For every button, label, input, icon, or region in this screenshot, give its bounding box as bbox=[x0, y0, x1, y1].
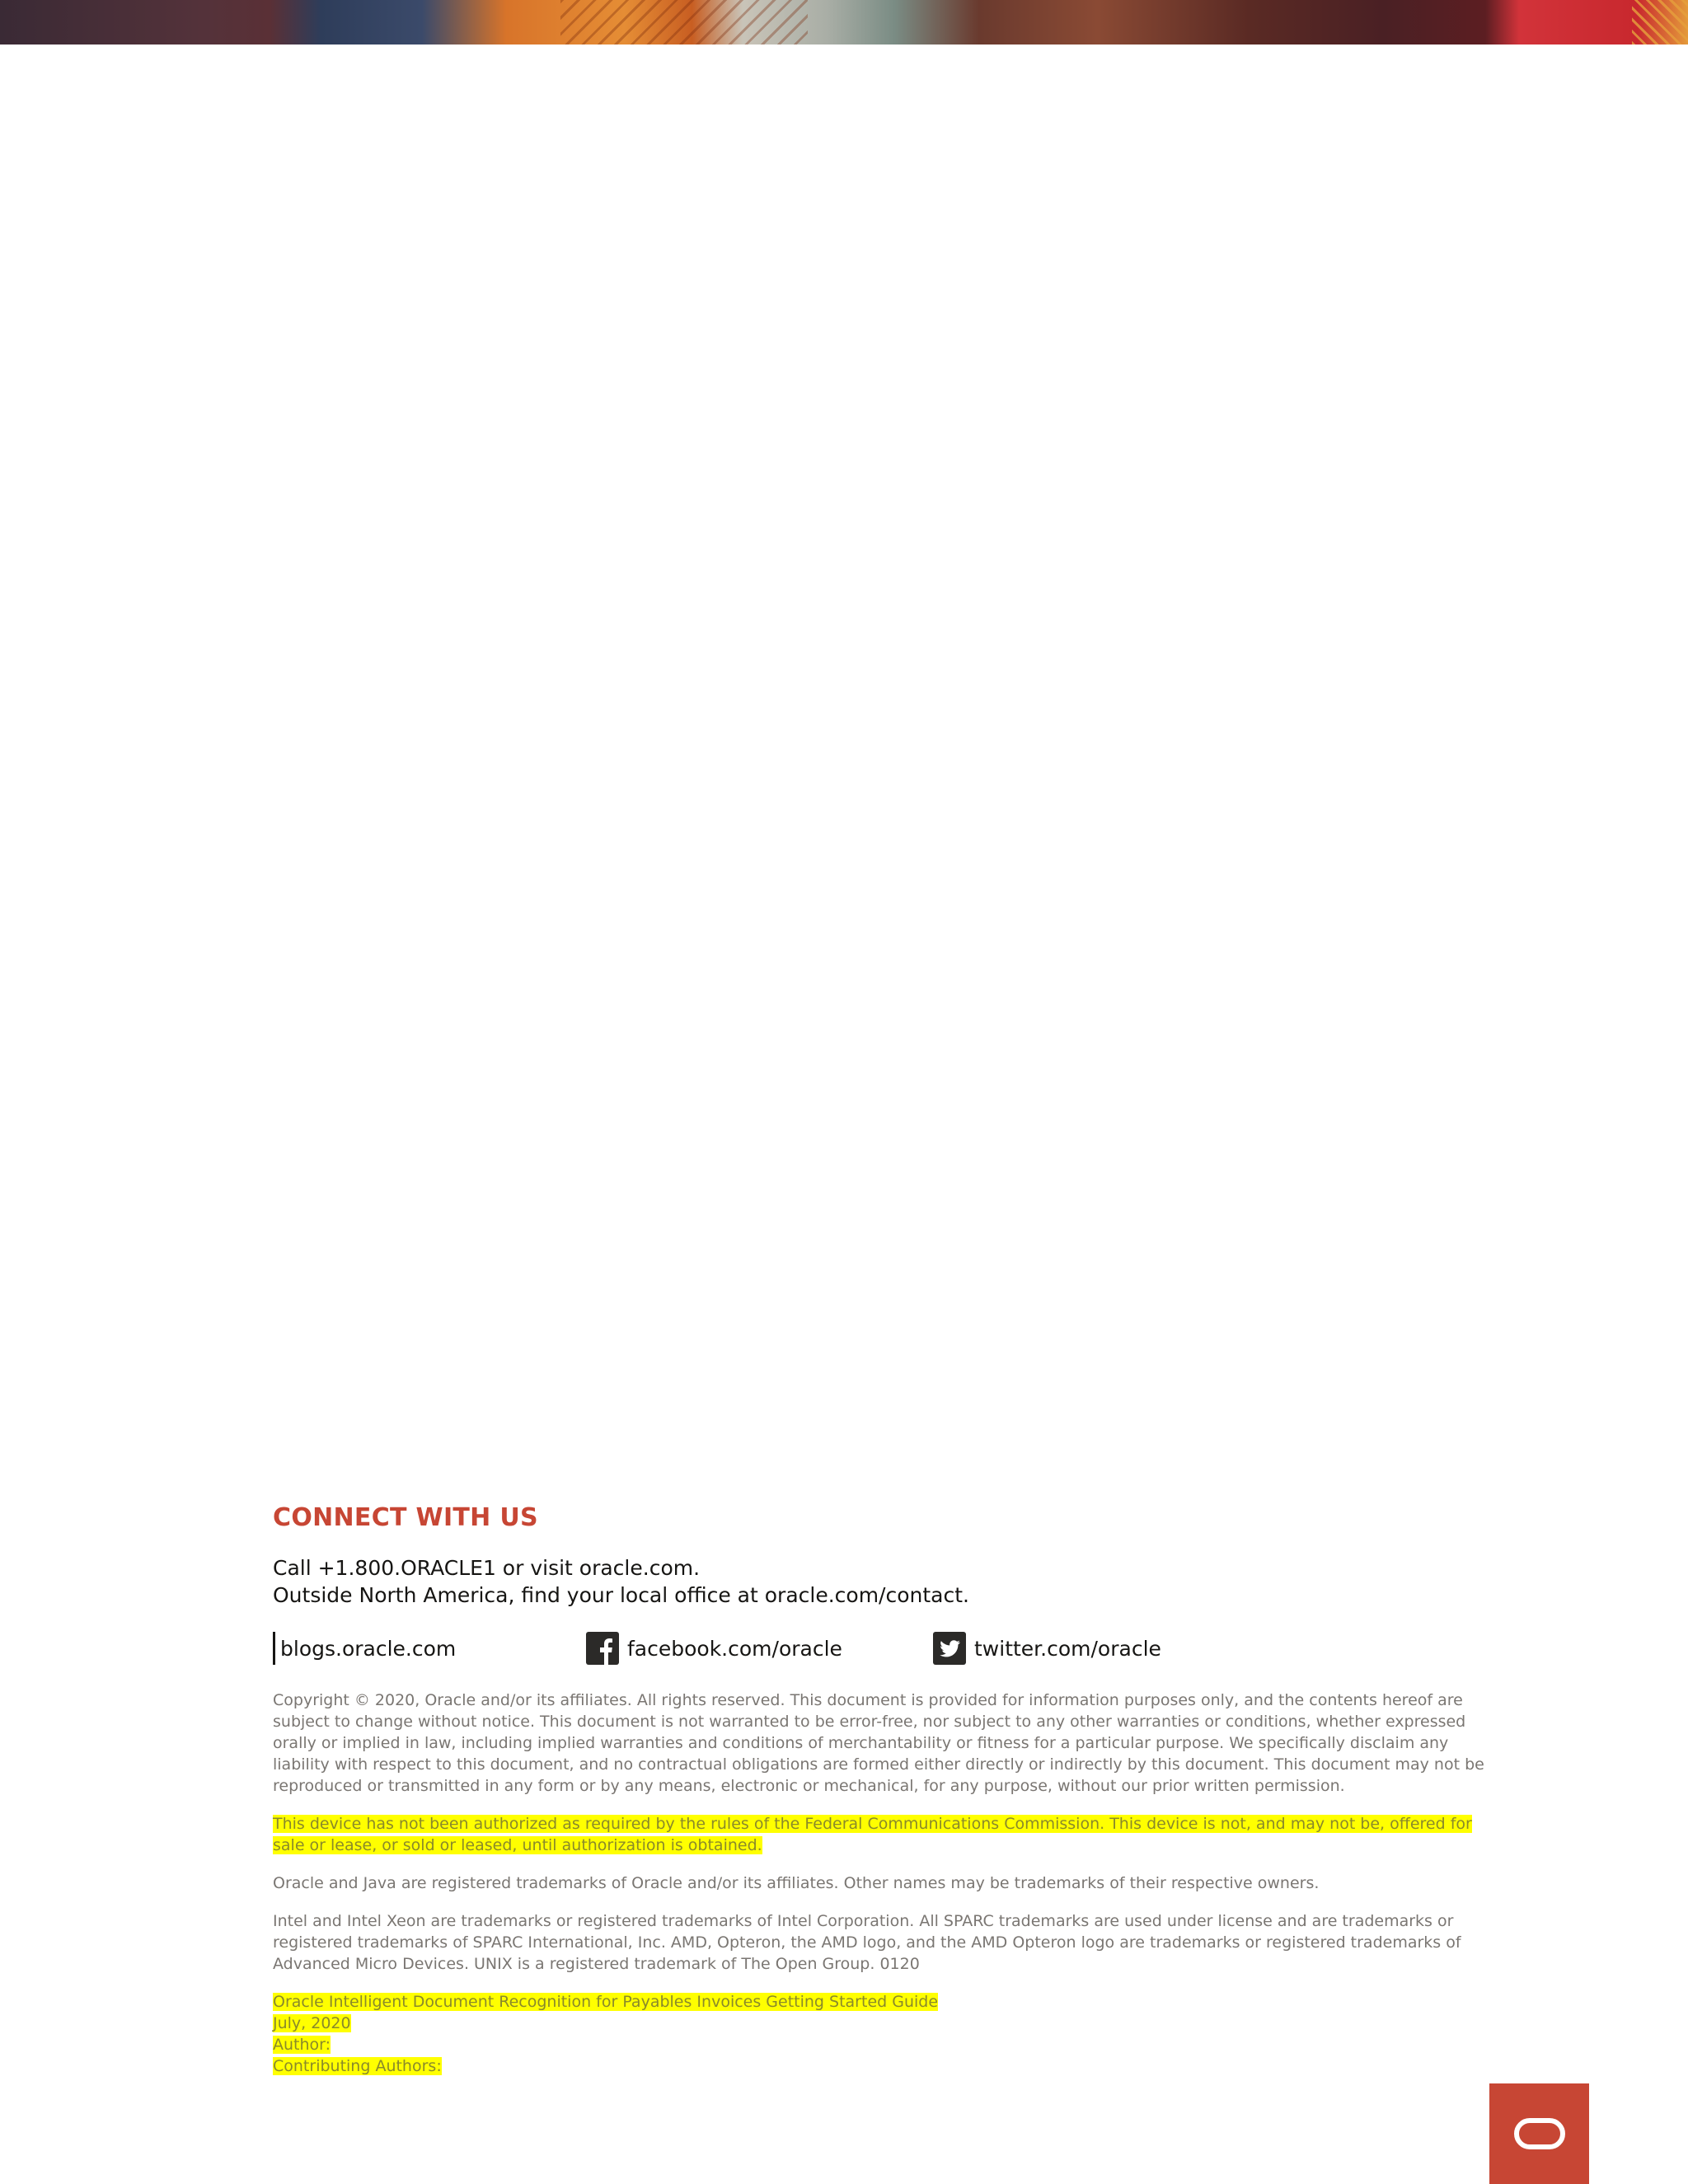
author-label: Author: bbox=[273, 2036, 331, 2054]
contact-line-outside: Outside North America, find your local office at oracle.com/contact. bbox=[273, 1583, 969, 1607]
connect-heading: CONNECT WITH US bbox=[273, 1503, 538, 1532]
document-date: July, 2020 bbox=[273, 2014, 351, 2032]
blogs-link[interactable] bbox=[273, 1630, 456, 1666]
facebook-icon bbox=[586, 1632, 619, 1665]
blog-icon bbox=[273, 1632, 275, 1665]
fcc-notice-text: This device has not been authorized as required by the rules of the Federal Communications Commission. This device is not, and may not be, offered for sale or lease, or sold or leased, until authorization is obtained. bbox=[273, 1815, 1472, 1854]
twitter-icon bbox=[933, 1632, 966, 1665]
decorative-banner bbox=[0, 0, 1688, 45]
author-line bbox=[273, 2034, 1484, 2055]
document-title: Oracle Intelligent Document Recognition for Payables Invoices Getting Started Guide bbox=[273, 1993, 939, 2011]
intel-trademark-notice: Intel and Intel Xeon are trademarks or registered trademarks of Intel Corporation. All SPARC trademarks are used under license and are trademarks or registered trademarks of SPARC International, Inc. AMD, Opteron, the AMD logo, and the AMD Opteron logo are trademarks or registered trademarks of Advanced Micro Devices. UNIX is a registered trademark of The Open Group. 0120 bbox=[273, 1912, 1461, 1973]
contributing-authors-line bbox=[273, 2055, 1484, 2077]
oracle-logo-icon bbox=[1513, 2117, 1566, 2150]
oracle-trademark-notice: Oracle and Java are registered trademarks of Oracle and/or its affiliates. Other names may be trademarks of their respective owners. bbox=[273, 1874, 1320, 1892]
twitter-link-text: twitter.com/oracle bbox=[974, 1636, 1161, 1661]
contact-info bbox=[273, 1554, 1484, 1609]
oracle-logo bbox=[1489, 2083, 1589, 2184]
twitter-link[interactable] bbox=[933, 1630, 1161, 1666]
banner-pattern-right bbox=[1632, 0, 1688, 45]
blogs-link-text: blogs.oracle.com bbox=[280, 1636, 457, 1661]
fcc-notice bbox=[273, 1813, 1484, 1856]
contributing-authors-label: Contributing Authors: bbox=[273, 2057, 442, 2075]
document-info bbox=[273, 1991, 1484, 2077]
document-title-line bbox=[273, 1991, 1484, 2013]
legal-notices bbox=[273, 1690, 1484, 1975]
banner-pattern bbox=[560, 0, 808, 45]
document-date-line bbox=[273, 2013, 1484, 2034]
back-cover-footer bbox=[273, 1500, 1484, 2077]
social-links bbox=[273, 1630, 1484, 1666]
contact-line-call: Call +1.800.ORACLE1 or visit oracle.com. bbox=[273, 1556, 701, 1580]
facebook-link-text: facebook.com/oracle bbox=[627, 1636, 842, 1661]
copyright-notice: Copyright © 2020, Oracle and/or its affiliates. All rights reserved. This document is provided for information purposes only, and the contents hereof are subject to change without notice. This document is not warranted to be error-free, nor subject to any other warranties or conditions, whether expressed orally or implied in law, including implied warranties and conditions of merchantability or fitness for a particular purpose. We specifically disclaim any liability with respect to this document, and no contractual obligations are formed either directly or indirectly by this document. This document may not be reproduced or transmitted in any form or by any means, electronic or mechanical, for any purpose, without our prior written permission. bbox=[273, 1691, 1484, 1795]
facebook-link[interactable] bbox=[586, 1630, 842, 1666]
